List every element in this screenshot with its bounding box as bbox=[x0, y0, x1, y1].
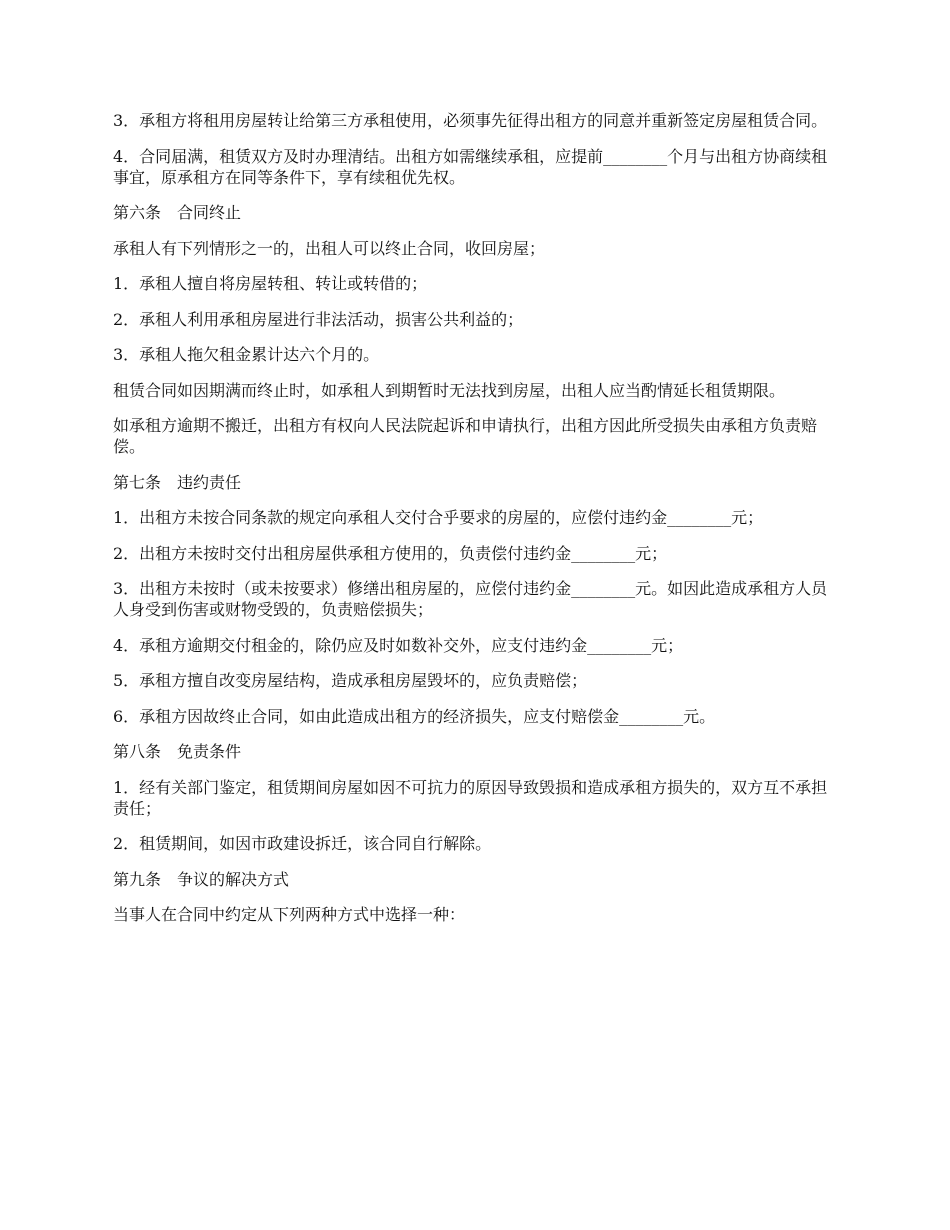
article-6-item-2: 2．承租人利用承租房屋进行非法活动，损害公共利益的； bbox=[113, 309, 524, 329]
article-8-item-2: 2．租赁期间，如因市政建设拆迁，该合同自行解除。 bbox=[113, 834, 492, 853]
article-6-heading: 第六条 合同终止 bbox=[113, 203, 242, 222]
article-6-overdue: 如承租方逾期不搬迁，出租方有权向人民法院起诉和申请执行，出租方因此所受损失由承租方负责赔偿。 bbox=[113, 416, 818, 456]
article-6-intro: 承租人有下列情形之一的，出租人可以终止合同，收回房屋； bbox=[113, 238, 546, 258]
article-7-item-3: 3．出租方未按时（或未按要求）修缮出租房屋的，应偿付违约金________元。如因此造成承租方人员人身受到伤害或财物受毁的，负责赔偿损失； bbox=[113, 579, 828, 619]
article-6-expiry: 租赁合同如因期满而终止时，如承租人到期暂时无法找到房屋，出租人应当酌情延长租赁期限。 bbox=[113, 380, 786, 400]
article-7-item-1: 1．出租方未按合同条款的规定向承租人交付合乎要求的房屋的，应偿付违约金________元； bbox=[113, 508, 764, 527]
article-6-item-3: 3．承租人拖欠租金累计达六个月的。 bbox=[113, 345, 380, 364]
article-8-item-1: 1．经有关部门鉴定，租赁期间房屋如因不可抗力的原因导致毁损和造成承租方损失的，双方互不承担责任； bbox=[113, 777, 828, 818]
document-body bbox=[113, 110, 843, 940]
article-7-item-4: 4．承租方逾期交付租金的，除仍应及时如数补交外，应支付违约金________元； bbox=[113, 635, 684, 655]
clause-3-sublease: 3．承租方将租用房屋转让给第三方承租使用，必须事先征得出租方的同意并重新签定房屋租赁合同。 bbox=[113, 111, 828, 130]
article-6-item-1: 1．承租人擅自将房屋转租、转让或转借的； bbox=[113, 274, 428, 293]
clause-4-renewal: 4．合同届满，租赁双方及时办理清结。出租方如需继续承租，应提前________个月与出租方协商续租事宜，原承租方在同等条件下，享有续租优先权。 bbox=[113, 146, 828, 187]
article-8-heading: 第八条 免责条件 bbox=[113, 742, 242, 761]
article-7-heading: 第七条 违约责任 bbox=[113, 472, 242, 492]
article-7-item-2: 2．出租方未按时交付出租房屋供承租方使用的，负责偿付违约金________元； bbox=[113, 543, 668, 563]
article-7-item-6: 6．承租方因故终止合同，如由此造成出租方的经济损失，应支付赔偿金________元。 bbox=[113, 706, 716, 726]
article-9-intro: 当事人在合同中约定从下列两种方式中选择一种： bbox=[113, 905, 466, 924]
article-7-item-5: 5．承租方擅自改变房屋结构，造成承租房屋毁坏的，应负责赔偿； bbox=[113, 671, 588, 690]
article-9-heading: 第九条 争议的解决方式 bbox=[113, 869, 290, 889]
